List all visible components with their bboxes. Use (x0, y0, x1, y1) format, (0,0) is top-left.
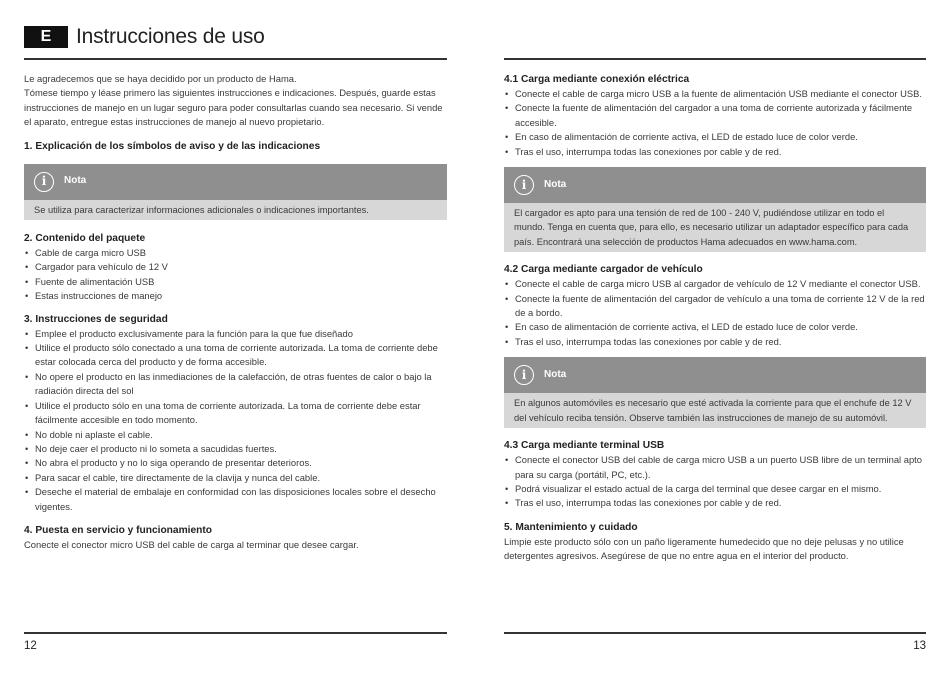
list-item: • No deje caer el producto ni lo someta a sacudidas fuertes. (24, 442, 447, 456)
note-label: Nota (544, 178, 567, 190)
right-page (504, 0, 926, 682)
right-content (504, 73, 926, 564)
list-item: • Conecte la fuente de alimentación del cargador a una toma de corriente autorizada y fácilmente accesible. (504, 101, 926, 130)
note-box (504, 357, 926, 428)
list-item: • No abra el producto y no lo siga operando de presentar deterioros. (24, 456, 447, 470)
note-header (504, 357, 926, 393)
section-4-2-heading: 4.2 Carga mediante cargador de vehículo (504, 264, 703, 276)
section-4-3-list (504, 453, 926, 511)
language-badge: E (24, 26, 68, 48)
footer-rule (504, 632, 926, 634)
list-item: • Deseche el material de embalaje en conformidad con las disposiciones locales sobre el desecho vigentes. (24, 485, 447, 514)
info-icon: i (514, 175, 534, 195)
list-item: • Tras el uso, interrumpa todas las conexiones por cable y de red. (504, 496, 926, 510)
list-item: • No opere el producto en las inmediaciones de la calefacción, de otras fuentes de calor o bajo la radiación directa del sol (24, 370, 447, 399)
list-item: • Utilice el producto sólo en una toma de corriente autorizada. La toma de corriente debe estar fácilmente accesible en todo momento. (24, 399, 447, 428)
left-content (24, 72, 447, 552)
info-icon: i (34, 172, 54, 192)
info-icon: i (514, 365, 534, 385)
list-item: • No doble ni aplaste el cable. (24, 428, 447, 442)
note-header (504, 167, 926, 203)
note-text: El cargador es apto para una tensión de red de 100 - 240 V, pudiéndose utilizar en todo el mundo. Tenga en cuenta que, para ello, es necesario utilizar un adaptador específico para cada país. Encontrará una selección de productos Hama adecuados en www.hama.com. (504, 203, 926, 252)
section-4-1-heading: 4.1 Carga mediante conexión eléctrica (504, 74, 690, 85)
page-number: 13 (913, 640, 926, 652)
section-1-heading: 1. Explicación de los símbolos de aviso y de las indicaciones (24, 140, 321, 152)
page-header (24, 24, 265, 50)
note-box (504, 167, 926, 252)
list-item: • Conecte la fuente de alimentación del cargador de vehículo a una toma de corriente 12 V de la red de a bordo. (504, 292, 926, 321)
section-5-text: Limpie este producto sólo con un paño ligeramente humedecido que no deje pelusas y no utilice detergentes agresivos. Asegúrese de que no entre agua en el interior del producto. (504, 535, 904, 562)
list-item: • Estas instrucciones de manejo (24, 289, 447, 303)
note-label: Nota (64, 175, 87, 187)
list-item: • Conecte el cable de carga micro USB al cargador de vehículo de 12 V mediante el conector USB. (504, 277, 926, 291)
list-item: • Podrá visualizar el estado actual de la carga del terminal que desee cargar en el mismo. (504, 482, 926, 496)
list-item: • Tras el uso, interrumpa todas las conexiones por cable y de red. (504, 335, 926, 349)
section-4-2-list (504, 277, 926, 349)
list-item: • Cable de carga micro USB (24, 246, 447, 260)
note-label: Nota (544, 369, 567, 381)
list-item: • Fuente de alimentación USB (24, 275, 447, 289)
list-item: • Conecte el conector USB del cable de carga micro USB a un puerto USB libre de un terminal apto para su carga (portátil, PC, etc.). (504, 453, 926, 482)
safety-list (24, 327, 447, 514)
left-page (24, 0, 447, 682)
list-item: • En caso de alimentación de corriente activa, el LED de estado luce de color verde. (504, 320, 926, 334)
list-item: • Para sacar el cable, tire directamente de la clavija y nunca del cable. (24, 471, 447, 485)
header-rule (504, 58, 926, 60)
page-number: 12 (24, 640, 37, 652)
package-contents-list (24, 246, 447, 304)
section-4-3-heading: 4.3 Carga mediante terminal USB (504, 440, 665, 452)
section-3-heading: 3. Instrucciones de seguridad (24, 313, 168, 325)
list-item: • Cargador para vehículo de 12 V (24, 260, 447, 274)
intro-paragraph: Tómese tiempo y léase primero las siguientes instrucciones e indicaciones. Después, guarde estas instrucciones de manejo en un lugar seguro para poder consultarlas cuando sea necesario. Si vende el aparato, entregue estas instrucciones de manejo al nuevo propietario. (24, 87, 443, 128)
note-text: En algunos automóviles es necesario que esté activada la corriente para que el enchufe de 12 V del vehículo reciba tensión. Observe también las instrucciones de manejo de su automóvil. (504, 393, 926, 428)
section-5-heading: 5. Mantenimiento y cuidado (504, 521, 638, 533)
list-item: • En caso de alimentación de corriente activa, el LED de estado luce de color verde. (504, 130, 926, 144)
intro-line-1: Le agradecemos que se haya decidido por un producto de Hama. (24, 73, 297, 84)
note-text: Se utiliza para caracterizar informaciones adicionales o indicaciones importantes. (24, 200, 447, 220)
page-title: Instrucciones de uso (76, 25, 265, 48)
list-item: • Emplee el producto exclusivamente para la función para la que fue diseñado (24, 327, 447, 341)
list-item: • Conecte el cable de carga micro USB a la fuente de alimentación USB mediante el conector USB. (504, 87, 926, 101)
footer-rule (24, 632, 447, 634)
list-item: • Utilice el producto sólo conectado a una toma de corriente autorizada. La toma de corriente debe estar colocada cerca del producto y de forma accesible. (24, 341, 447, 370)
section-4-1-list (504, 87, 926, 159)
header-rule (24, 58, 447, 60)
note-box (24, 164, 447, 220)
list-item: • Tras el uso, interrumpa todas las conexiones por cable y de red. (504, 145, 926, 159)
section-4-heading: 4. Puesta en servicio y funcionamiento (24, 524, 212, 536)
section-4-text: Conecte el conector micro USB del cable de carga al terminar que desee cargar. (24, 538, 359, 550)
note-header (24, 164, 447, 200)
section-2-heading: 2. Contenido del paquete (24, 233, 146, 245)
